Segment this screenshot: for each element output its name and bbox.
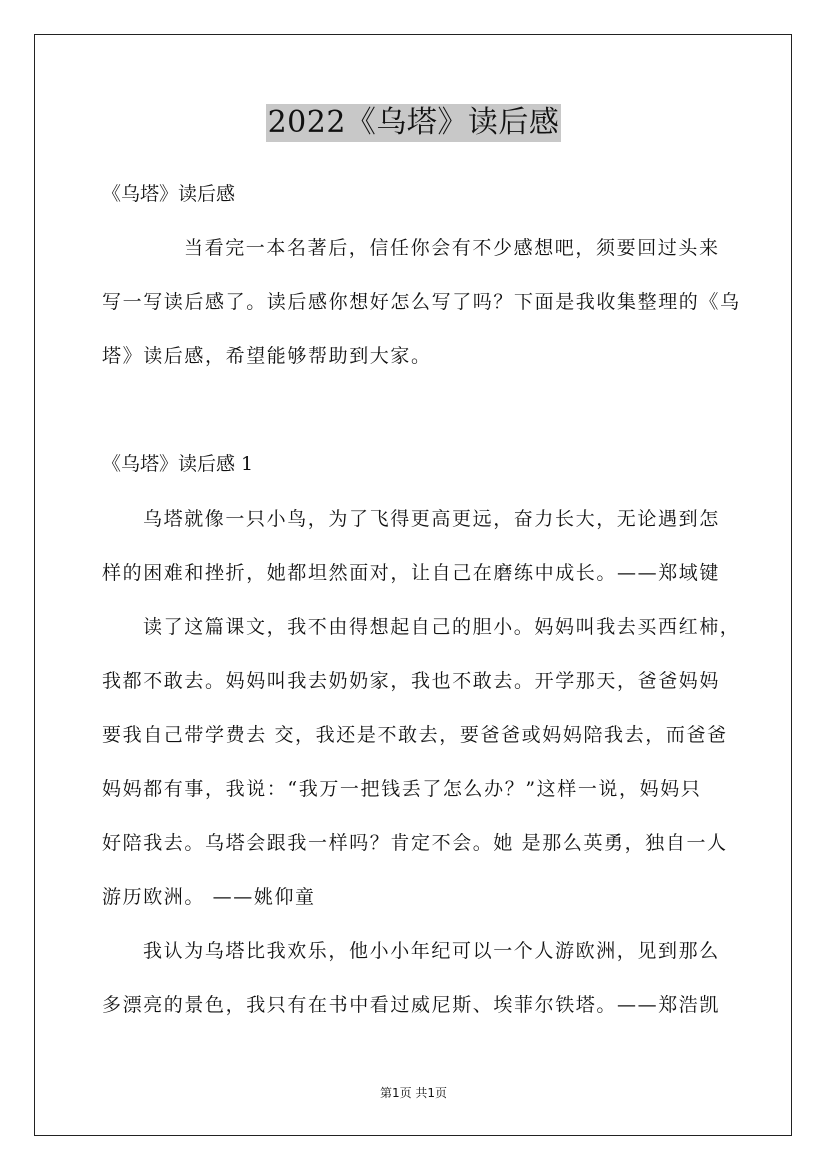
subtitle: 《乌塔》读后感	[102, 183, 236, 205]
body-line-5: 要我自己带学费去 交，我还是不敢去，要爸爸或妈妈陪我去，而爸爸	[102, 724, 728, 746]
body-line-1: 乌塔就像一只小鸟，为了飞得更高更远，奋力长大，无论遇到怎	[143, 508, 720, 530]
section-heading: 《乌塔》读后感 1	[102, 453, 254, 475]
intro-line-2: 写一写读后感了。读后感你想好怎么写了吗？下面是我收集整理的《乌	[102, 291, 741, 313]
body-line-2: 样的困难和挫折，她都坦然面对，让自己在磨练中成长。——郑域键	[102, 562, 721, 584]
body-line-9: 我认为乌塔比我欢乐，他小小年纪可以一个人游欧洲，见到那么	[143, 940, 720, 962]
title-wrap	[0, 104, 827, 142]
body-line-7: 好陪我去。乌塔会跟我一样吗？肯定不会。她 是那么英勇，独自一人	[102, 832, 728, 854]
document-title: 2022《乌塔》读后感	[267, 105, 560, 140]
body-line-3: 读了这篇课文，我不由得想起自己的胆小。妈妈叫我去买西红柿，	[143, 616, 741, 638]
intro-line-3: 塔》读后感，希望能够帮助到大家。	[102, 345, 432, 367]
body-line-4: 我都不敢去。妈妈叫我去奶奶家，我也不敢去。开学那天，爸爸妈妈	[102, 670, 721, 692]
page-footer: 第1页 共1页	[379, 1086, 448, 1100]
body-line-6: 妈妈都有事，我说：“我万一把钱丢了怎么办？”这样一说，妈妈只	[102, 778, 702, 800]
body-line-8: 游历欧洲。 ——姚仰童	[102, 886, 316, 908]
body-line-10: 多漂亮的景色，我只有在书中看过威尼斯、埃菲尔铁塔。——郑浩凯	[102, 994, 721, 1016]
intro-line-1: 当看完一本名著后，信任你会有不少感想吧，须要回过头来	[184, 237, 720, 259]
